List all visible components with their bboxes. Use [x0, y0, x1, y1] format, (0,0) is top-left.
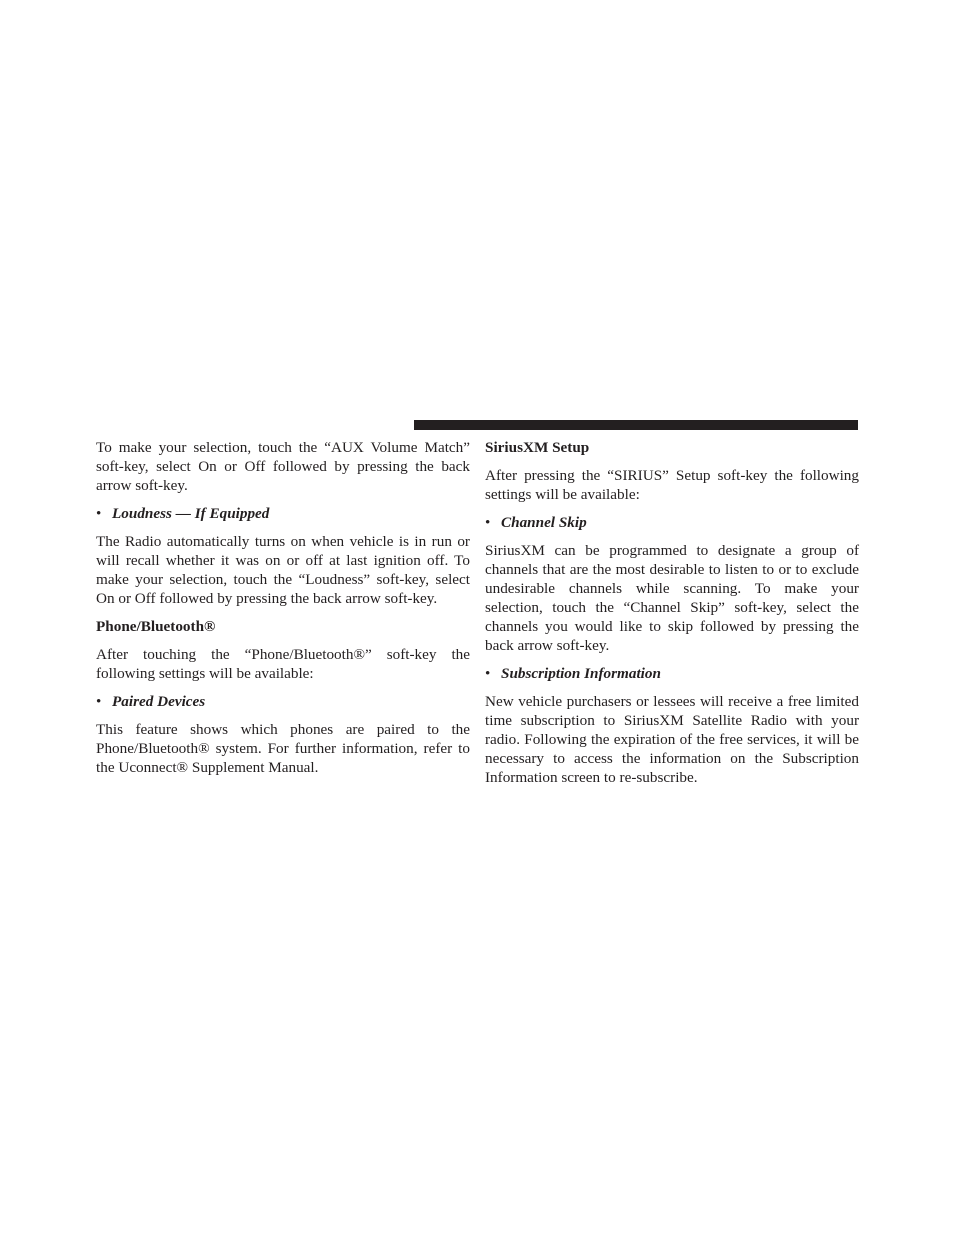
- bullet-paired-devices: [96, 692, 470, 711]
- paragraph-paired-devices: This feature shows which phones are paired to the Phone/Bluetooth® system. For further information, refer to the Uconnect® Supplement Manual.: [96, 721, 470, 776]
- bullet-dot: •: [485, 665, 491, 682]
- header-rule: [414, 420, 858, 430]
- paragraph-subscription-information: New vehicle purchasers or lessees will receive a free limited time subscription to SiriusXM Satellite Radio with your radio. Following the expiration of the free services, it will be necessary to access the information on the Subscription Information screen to re-subscribe.: [485, 693, 859, 786]
- paragraph-loudness: The Radio automatically turns on when vehicle is in run or will recall whether it was on or off at last ignition off. To make your selection, touch the “Loudness” soft-key, select On or Off followed by pressing the back arrow soft-key.: [96, 533, 470, 607]
- bullet-label: Subscription Information: [501, 665, 661, 682]
- bullet-label: Loudness — If Equipped: [112, 505, 270, 522]
- right-column: [485, 438, 859, 796]
- bullet-dot: •: [485, 514, 491, 531]
- bullet-channel-skip: [485, 513, 859, 532]
- bullet-label: Channel Skip: [501, 514, 587, 531]
- bullet-subscription-information: [485, 664, 859, 683]
- bullet-dot: •: [96, 693, 102, 710]
- bullet-dot: •: [96, 505, 102, 522]
- paragraph-siriusxm-setup: After pressing the “SIRIUS” Setup soft-key the following settings will be available:: [485, 467, 859, 503]
- bullet-loudness: [96, 504, 470, 523]
- paragraph-channel-skip: SiriusXM can be programmed to designate a group of channels that are the most desirable to listen to or to exclude undesirable channels while scanning. To make your selection, touch the “Channel Skip” soft-key, select the channels you would like to skip followed by pressing the back arrow soft-key.: [485, 542, 859, 654]
- paragraph-aux-volume-match: To make your selection, touch the “AUX Volume Match” soft-key, select On or Off followed by pressing the back arrow soft-key.: [96, 439, 470, 494]
- paragraph-phone-bluetooth: After touching the “Phone/Bluetooth®” soft-key the following settings will be available:: [96, 646, 470, 682]
- heading-siriusxm-setup: SiriusXM Setup: [485, 439, 590, 456]
- left-column: [96, 438, 470, 786]
- heading-phone-bluetooth: Phone/Bluetooth®: [96, 618, 216, 635]
- bullet-label: Paired Devices: [112, 693, 206, 710]
